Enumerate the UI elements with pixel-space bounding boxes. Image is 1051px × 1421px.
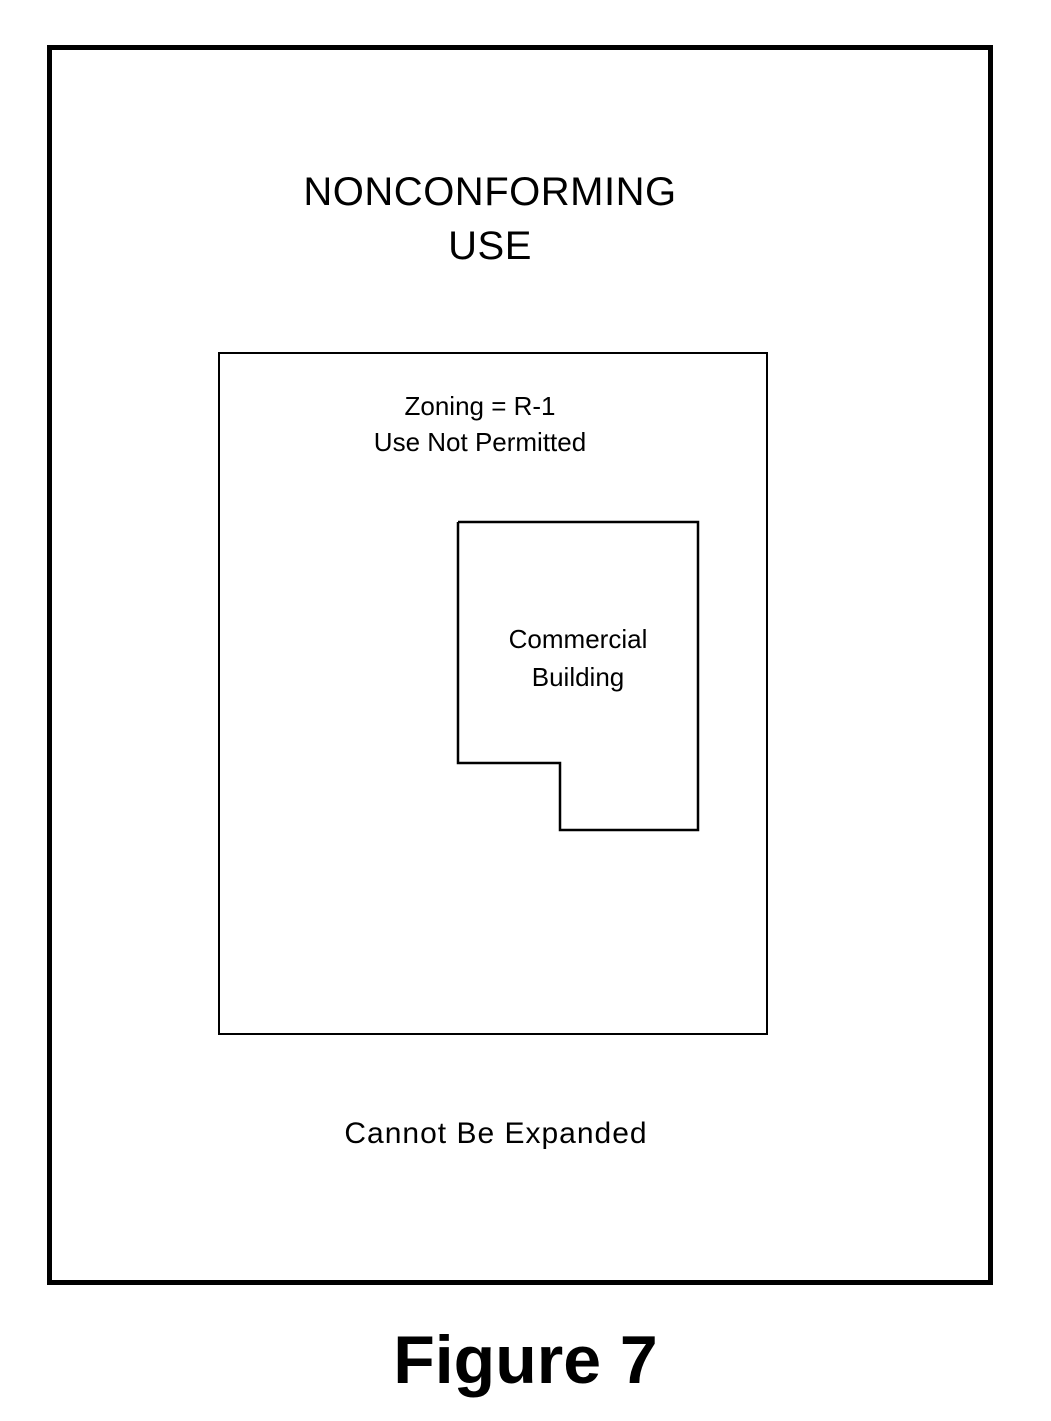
diagram-caption: Cannot Be Expanded bbox=[344, 1117, 648, 1150]
zoning-line-1: Zoning = R-1 bbox=[404, 391, 556, 421]
title-line-1: NONCONFORMING bbox=[303, 170, 677, 214]
building-label bbox=[458, 620, 698, 696]
title-line-2: USE bbox=[448, 224, 532, 268]
zoning-line-2: Use Not Permitted bbox=[373, 427, 587, 457]
zoning-label bbox=[280, 388, 680, 460]
building-line-2: Building bbox=[531, 662, 625, 692]
figure-label: Figure 7 bbox=[393, 1322, 658, 1398]
building-line-1: Commercial bbox=[508, 624, 648, 654]
diagram-title bbox=[190, 165, 790, 273]
